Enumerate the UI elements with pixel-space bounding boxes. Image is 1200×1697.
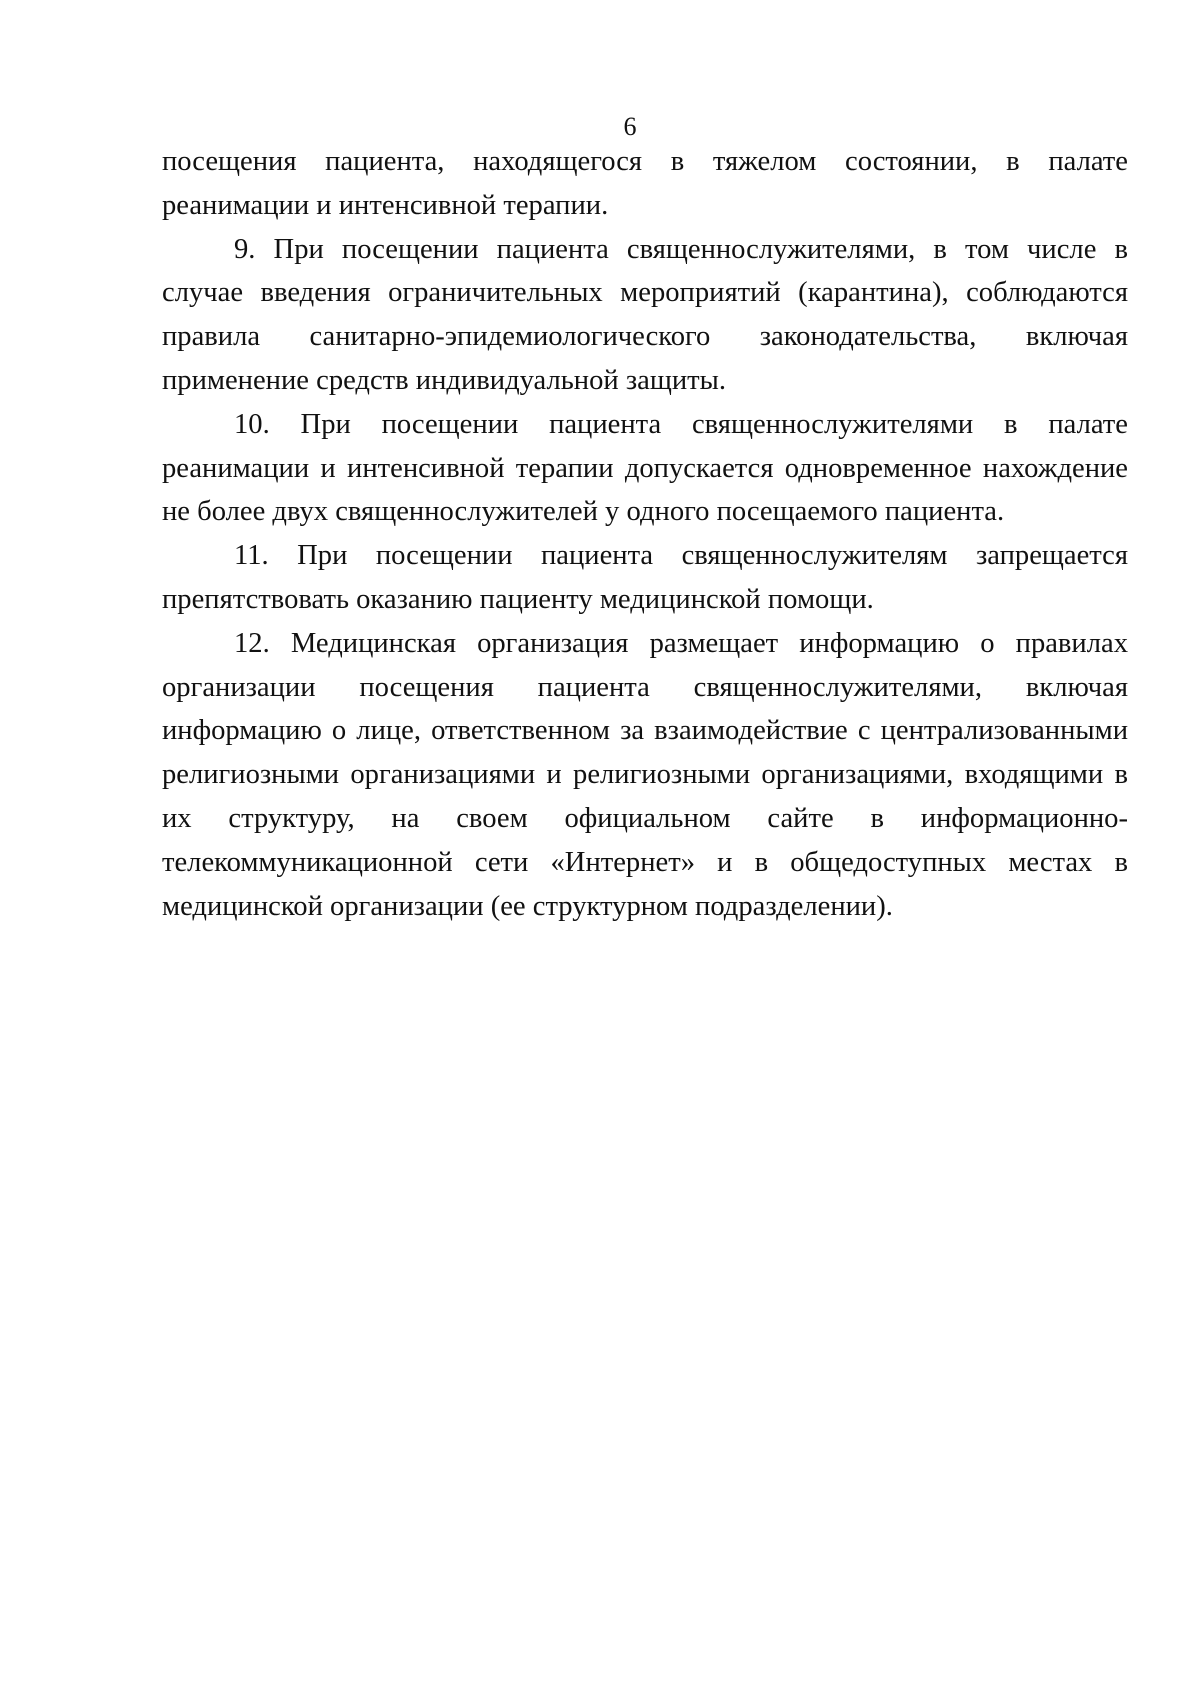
paragraph-item-9: 9. При посещении пациента священнослужителями, в том числе в случае введения ограничительных мероприятий (карантина), соблюдаются правила санитарно-эпидемиологического законодательства, включая применение средств индивидуальной защиты.	[162, 233, 1128, 396]
paragraph-item-11: 11. При посещении пациента священнослужителям запрещается препятствовать оказанию пациенту медицинской помощи.	[162, 540, 1128, 615]
document-body	[162, 140, 1128, 928]
paragraph-continuation: посещения пациента, находящегося в тяжелом состоянии, в палате реанимации и интенсивной терапии.	[162, 146, 1128, 221]
paragraph-item-10: 10. При посещении пациента священнослужителями в палате реанимации и интенсивной терапии допускается одновременное нахождение не более двух священнослужителей у одного посещаемого пациента.	[162, 408, 1128, 528]
page-number: 6	[623, 112, 637, 141]
paragraph-item-12: 12. Медицинская организация размещает информацию о правилах организации посещения пациента священнослужителями, включая информацию о лице, ответственном за взаимодействие с централизованными религиозными организациями и религиозными организациями, входящими в их структуру, на своем официальном сайте в информационно-телекоммуникационной сети «Интернет» и в общедоступных местах в медицинской организации (ее структурном подразделении).	[162, 627, 1128, 922]
